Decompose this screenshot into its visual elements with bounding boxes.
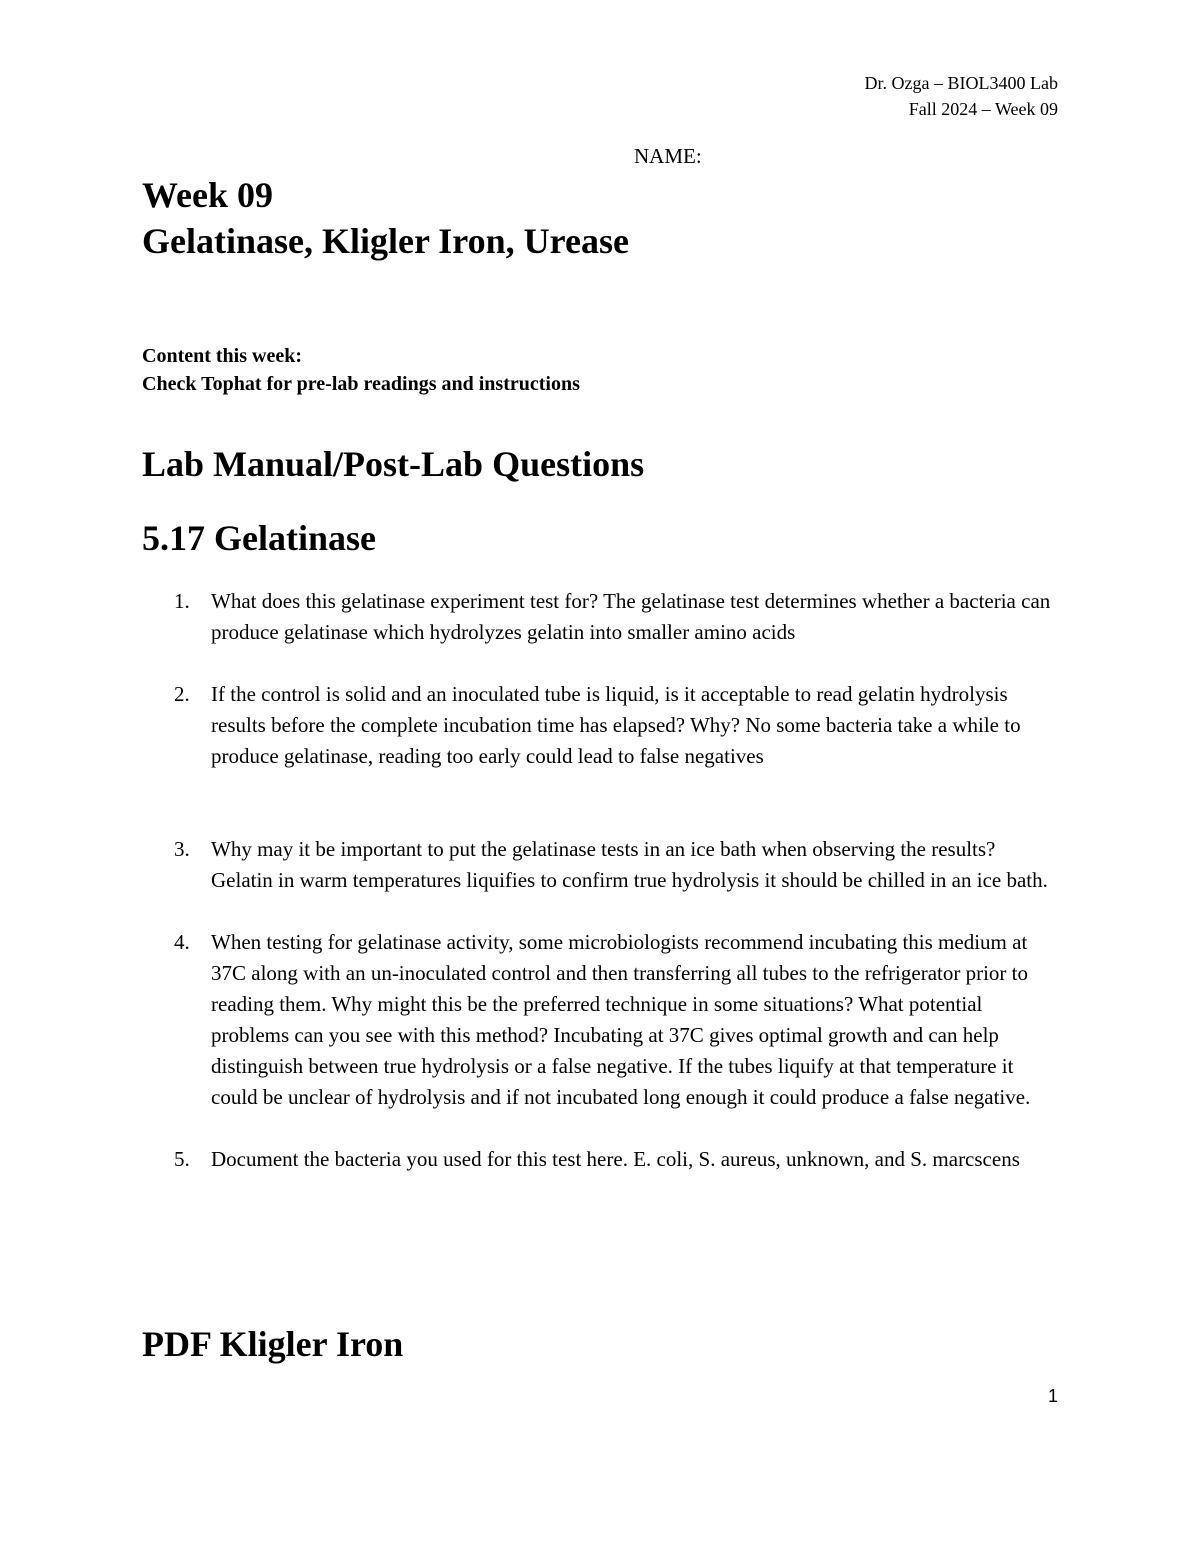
question-text: What does this gelatinase experiment test for? The gelatinase test determines whether a bacteria can produce gelatinase which hydrolyzes gelatin into smaller amino acids	[211, 589, 1051, 644]
topics-title: Gelatinase, Kligler Iron, Urease	[142, 221, 629, 261]
question-list	[142, 586, 1062, 1175]
question-item	[142, 586, 1062, 648]
question-text: Document the bacteria you used for this test here. E. coli, S. aureus, unknown, and S. marcscens	[211, 1147, 1020, 1171]
content-block	[142, 342, 580, 398]
question-text: If the control is solid and an inoculated tube is liquid, is it acceptable to read gelatin hydrolysis results before the complete incubation time has elapsed? Why? No some bacteria take a while to produce gelatinase, reading too early could lead to false negatives	[211, 682, 1021, 768]
question-number: 5.	[174, 1147, 190, 1171]
question-number: 3.	[174, 837, 190, 861]
lab-manual-heading: Lab Manual/Post-Lab Questions	[142, 444, 645, 484]
question-item	[142, 834, 1062, 896]
question-item	[142, 1144, 1062, 1175]
question-number: 4.	[174, 930, 190, 954]
question-item	[142, 679, 1062, 772]
document-header	[865, 70, 1058, 122]
question-item	[142, 927, 1062, 1113]
page-number: 1	[1047, 1386, 1058, 1406]
name-label: NAME:	[634, 144, 702, 168]
question-text: Why may it be important to put the gelatinase tests in an ice bath when observing the results? Gelatin in warm temperatures liquifies to confirm true hydrolysis it should be chilled in an ice bath.	[211, 837, 1048, 892]
kligler-heading: PDF Kligler Iron	[142, 1324, 404, 1364]
content-label: Content this week:	[142, 345, 302, 367]
header-course-line: Dr. Ozga – BIOL3400 Lab	[864, 73, 1058, 93]
week-title: Week 09	[142, 175, 273, 215]
page-title	[142, 172, 629, 264]
question-number: 1.	[174, 589, 190, 613]
question-text: When testing for gelatinase activity, some microbiologists recommend incubating this medium at 37C along with an un-inoculated control and then transferring all tubes to the refrigerator prior to reading them. Why might this be the preferred technique in some situations? What potential problems can you see with this method? Incubating at 37C gives optimal growth and can help distinguish between true hydrolysis or a false negative. If the tubes liquify at that temperature it could be unclear of hydrolysis and if not incubated long enough it could produce a false negative.	[211, 930, 1031, 1109]
content-instruction: Check Tophat for pre-lab readings and instructions	[142, 373, 580, 395]
header-term-line: Fall 2024 – Week 09	[908, 99, 1058, 119]
question-number: 2.	[174, 682, 190, 706]
gelatinase-heading: 5.17 Gelatinase	[142, 518, 376, 558]
